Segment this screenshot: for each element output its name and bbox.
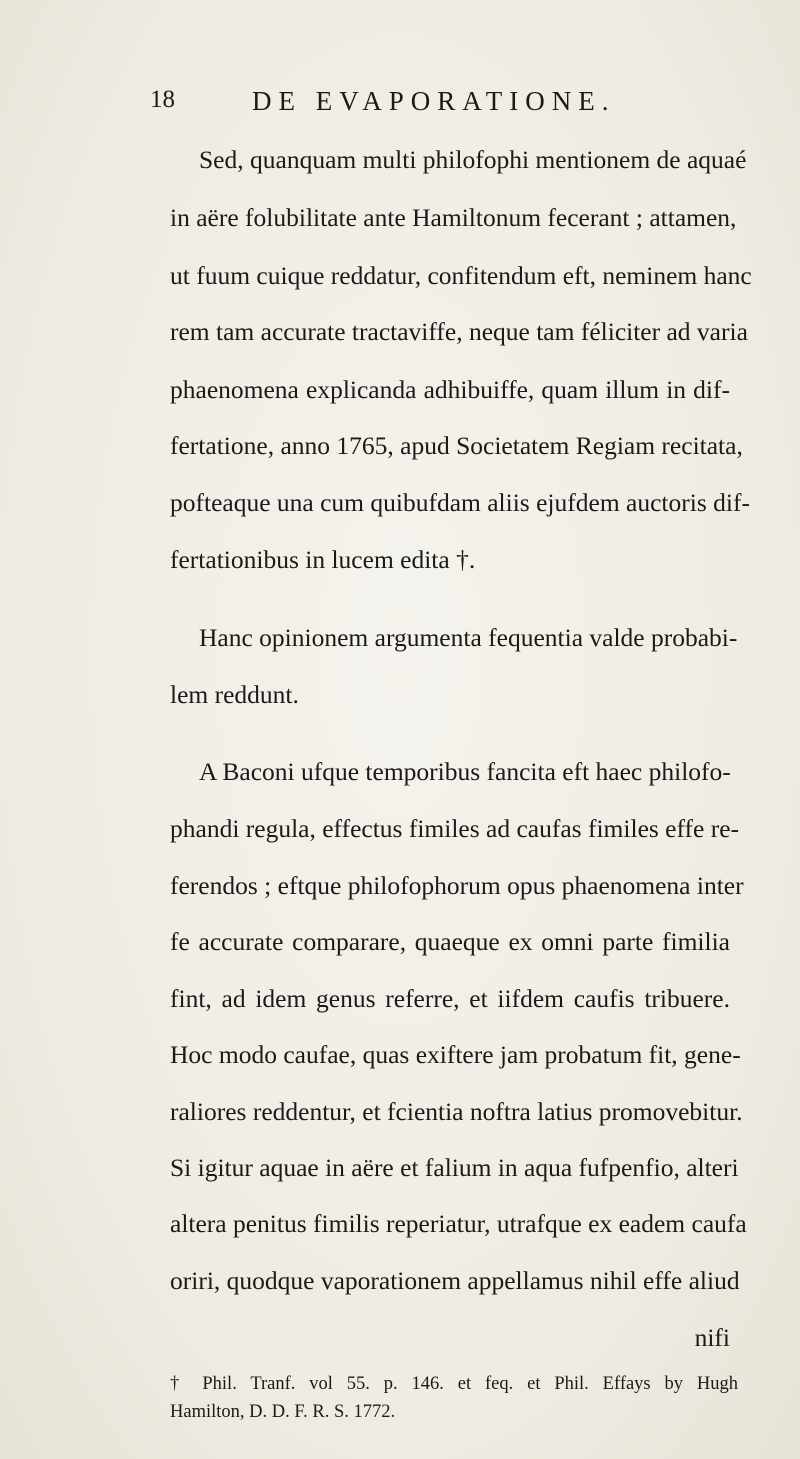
text-line: raliores reddentur, et fcientia noftra latius promovebitur. xyxy=(170,1097,743,1126)
text-line: fint, ad idem genus referre, et iifdem caufis tribuere. xyxy=(170,984,730,1013)
text-line: in aëre folubilitate ante Hamiltonum fecerant ; attamen, xyxy=(170,203,737,232)
text-line: ferendos ; eftque philofophorum opus phaenomena inter xyxy=(170,871,744,900)
text-line: altera penitus fimilis reperiatur, utrafque ex eadem caufa xyxy=(170,1209,747,1238)
text-line: phaenomena explicanda adhibuiffe, quam illum in dif- xyxy=(170,375,730,404)
text-line: fe accurate comparare, quaeque ex omni parte fimilia xyxy=(170,927,730,956)
text-line: fertatione, anno 1765, apud Societatem Regiam recitata, xyxy=(170,431,743,460)
running-header xyxy=(150,86,710,126)
footnote-line: † Phil. Tranf. vol 55. p. 146. et feq. et Phil. Effays by Hugh xyxy=(170,1374,738,1394)
text-line: fertationibus in lucem edita †. xyxy=(170,545,476,574)
text-line: Hanc opinionem argumenta fequentia valde probabi- xyxy=(199,623,738,652)
text-line: lem reddunt. xyxy=(170,680,299,709)
text-line: Si igitur aquae in aëre et falium in aqua fufpenfio, alteri xyxy=(170,1153,739,1182)
catchword: nifi xyxy=(694,1323,730,1352)
text-line: Hoc modo caufae, quas exiftere jam probatum fit, gene- xyxy=(170,1040,741,1069)
page-number: 18 xyxy=(150,86,175,113)
text-line: pofteaque una cum quibufdam aliis ejufdem auctoris dif- xyxy=(170,488,750,517)
text-line: A Baconi ufque temporibus fancita eft haec philofo- xyxy=(199,757,731,786)
text-line: Sed, quanquam multi philofophi mentionem de aquaé xyxy=(199,145,747,174)
text-line: oriri, quodque vaporationem appellamus nihil effe aliud xyxy=(170,1266,740,1295)
text-line: phandi regula, effectus fimiles ad caufas fimiles effe re- xyxy=(170,814,740,843)
footnote-line: Hamilton, D. D. F. R. S. 1772. xyxy=(170,1402,396,1422)
running-title: DE EVAPORATIONE. xyxy=(252,86,616,116)
text-line: ut fuum cuique reddatur, confitendum eft, neminem hanc xyxy=(170,261,752,290)
text-line: rem tam accurate tractaviffe, neque tam féliciter ad varia xyxy=(170,317,748,346)
